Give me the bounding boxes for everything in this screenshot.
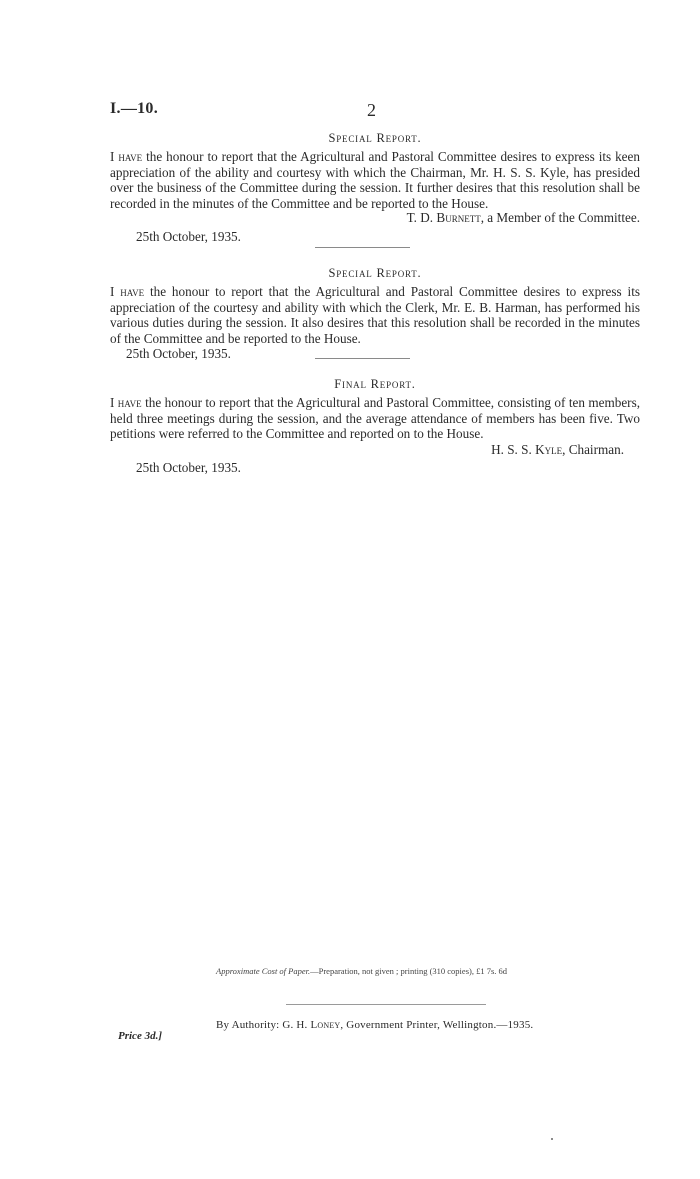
signatory-role: , Chairman.: [562, 441, 624, 457]
signatory-role: , a Member of the Committee.: [480, 210, 640, 225]
report-text: the honour to report that the Agricultural and Pastoral Committee, consisting of ten members, held three meetings during the session, and the average attendance of members has been five. Two petitions were referred to the Committee and reported on to the House.: [110, 395, 641, 441]
report-body: [110, 284, 640, 346]
report-lead: I have: [110, 284, 145, 299]
price-label: Price 3d.]: [118, 1030, 162, 1042]
cost-label: Approximate Cost of Paper.: [216, 966, 311, 976]
authority-suffix: , Government Printer, Wellington.—1935.: [340, 1019, 534, 1031]
report-text: the honour to report that the Agricultural and Pastoral Committee desires to express its keen appreciation of the ability and courtesy with which the Chairman, Mr. H. S. S. Kyle, has presided over the business of the Committee during the session. It further desires that this resolution shall be recorded in the minutes of the Committee and be reported to the House.: [110, 149, 640, 211]
footer-divider: [286, 1004, 486, 1005]
section-divider: [315, 358, 410, 359]
section-divider: [315, 247, 410, 248]
report-title: Final Report.: [334, 377, 416, 391]
authority-line: [216, 1019, 533, 1031]
report-body: [110, 395, 640, 442]
report-body: [110, 149, 640, 211]
signature-line: [110, 442, 640, 458]
report-section-3: [110, 377, 640, 476]
page-reference: I.—10.: [110, 100, 159, 117]
scan-speck: [551, 1138, 553, 1140]
report-lead: I have: [110, 149, 143, 164]
report-text: the honour to report that the Agricultural and Pastoral Committee desires to express its appreciation of the courtesy and ability with which the Clerk, Mr. E. B. Harman, has performed his various duties during the session. It also desires that this resolution shall be recorded in the minutes of the Committee and be reported to the House.: [110, 284, 640, 346]
report-section-2: [110, 266, 640, 362]
cost-text: —Preparation, not given ; printing (310 copies), £1 7s. 6d: [310, 966, 508, 976]
report-date: 25th October, 1935.: [126, 346, 231, 361]
signature-line: [110, 210, 640, 226]
report-title: Special Report.: [328, 266, 422, 280]
printer-name: Loney: [310, 1019, 341, 1031]
report-section-1: [110, 131, 640, 244]
cost-footnote: [216, 966, 507, 976]
report-date: 25th October, 1935.: [136, 460, 241, 475]
signatory-name: T. D. Burnett: [406, 210, 481, 225]
report-lead: I have: [110, 395, 142, 410]
page-number: 2: [367, 100, 376, 120]
authority-prefix: By Authority: G. H.: [216, 1019, 311, 1031]
report-title: Special Report.: [328, 131, 422, 145]
signatory-name: H. S. S. Kyle: [491, 441, 563, 457]
report-date: 25th October, 1935.: [136, 228, 241, 244]
